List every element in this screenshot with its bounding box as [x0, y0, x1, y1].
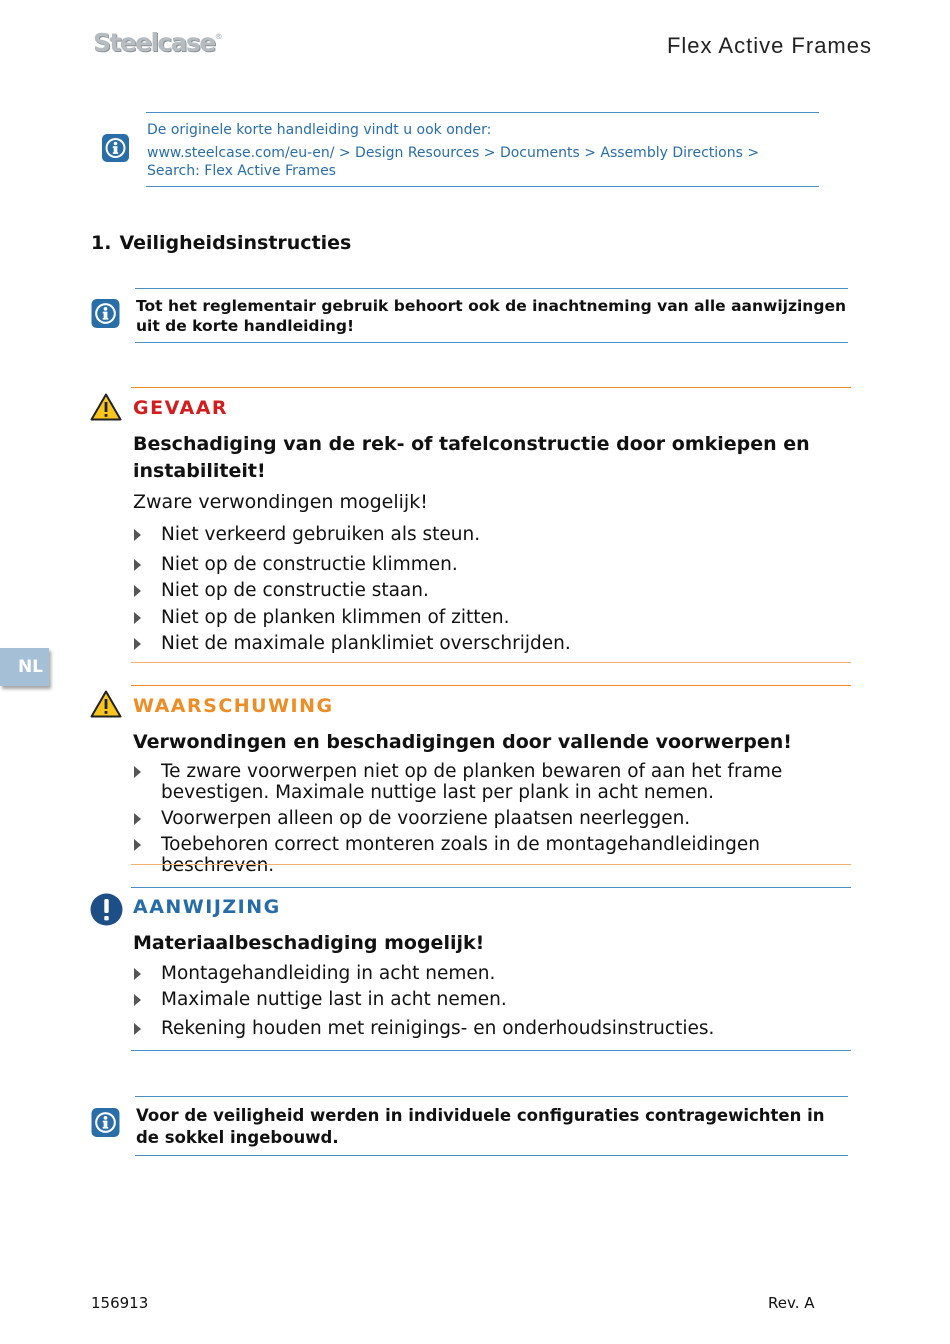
list-item: Toebehoren correct monteren zoals in de montagehandleidingen beschreven. [133, 834, 848, 876]
exclamation-circle-icon [90, 893, 123, 926]
list-item: Niet op de constructie klimmen. [133, 554, 848, 575]
info-icon [91, 299, 120, 328]
list-item: Maximale nuttige last in acht nemen. [133, 989, 848, 1010]
arrow-right-icon [134, 766, 141, 778]
info-icon [91, 1108, 120, 1137]
source-note-link[interactable]: www.steelcase.com/eu-en/ > Design Resources > Documents > Assembly Directions > Search: Flex Active Frames [147, 145, 760, 179]
warning-triangle-icon [90, 690, 122, 718]
divider [131, 662, 851, 663]
divider [135, 1096, 848, 1097]
danger-consequence: Zware verwondingen mogelijk! [133, 491, 428, 513]
notice-title: Materiaalbeschadiging mogelijk! [133, 932, 485, 954]
section-number: 1. [91, 232, 112, 254]
arrow-right-icon [134, 612, 141, 624]
list-item: Te zware voorwerpen niet op de planken bewaren of aan het frame bevestigen. Maximale nuttige last per plank in acht nemen. [133, 761, 848, 803]
divider [135, 1155, 848, 1156]
list-item: Niet verkeerd gebruiken als steun. [133, 524, 848, 545]
arrow-right-icon [134, 559, 141, 571]
list-item: Montagehandleiding in acht nemen. [133, 963, 848, 984]
section-heading [91, 232, 351, 254]
arrow-right-icon [134, 1023, 141, 1035]
divider [131, 1050, 851, 1051]
list-item: Niet op de constructie staan. [133, 580, 848, 601]
divider [135, 342, 848, 343]
divider [131, 387, 851, 388]
divider [146, 186, 819, 187]
list-item: Rekening houden met reinigings- en onderhoudsinstructies. [133, 1018, 848, 1039]
product-title: Flex Active Frames [666, 33, 872, 58]
list-item: Niet de maximale planklimiet overschrijden. [133, 633, 848, 654]
divider [135, 288, 848, 289]
language-tab[interactable]: NL [0, 648, 49, 686]
divider [131, 887, 851, 888]
section-title: Veiligheidsinstructies [119, 232, 352, 254]
warning-triangle-icon [90, 393, 122, 421]
list-item: Niet op de planken klimmen of zitten. [133, 607, 848, 628]
arrow-right-icon [134, 813, 141, 825]
document-number: 156913 [91, 1294, 149, 1312]
warning-signal-word: WAARSCHUWING [133, 695, 334, 717]
arrow-right-icon [134, 968, 141, 980]
arrow-right-icon [134, 994, 141, 1006]
info-icon [102, 134, 129, 162]
usage-note-text: Tot het reglementair gebruik behoort ook de inachtneming van alle aanwijzingen uit de korte handleiding! [136, 297, 846, 335]
arrow-right-icon [134, 839, 141, 851]
arrow-right-icon [134, 529, 141, 541]
source-note-line1: De originele korte handleiding vindt u ook onder: [147, 122, 492, 138]
revision-label: Rev. A [768, 1294, 815, 1312]
list-item: Voorwerpen alleen op de voorziene plaatsen neerleggen. [133, 808, 848, 829]
divider [131, 685, 851, 686]
notice-signal-word: AANWIJZING [133, 896, 281, 918]
divider [146, 112, 819, 113]
danger-title: Beschadiging van de rek- of tafelconstructie door omkiepen en instabiliteit! [133, 433, 810, 482]
divider [131, 864, 851, 865]
safety-note-text: Voor de veiligheid werden in individuele configuraties contragewichten in de sokkel ingebouwd. [136, 1106, 825, 1147]
arrow-right-icon [134, 638, 141, 650]
steelcase-logo: Steelcase® [93, 28, 223, 57]
warning-title: Verwondingen en beschadigingen door vallende voorwerpen! [133, 731, 792, 753]
danger-signal-word: GEVAAR [133, 397, 229, 419]
arrow-right-icon [134, 585, 141, 597]
